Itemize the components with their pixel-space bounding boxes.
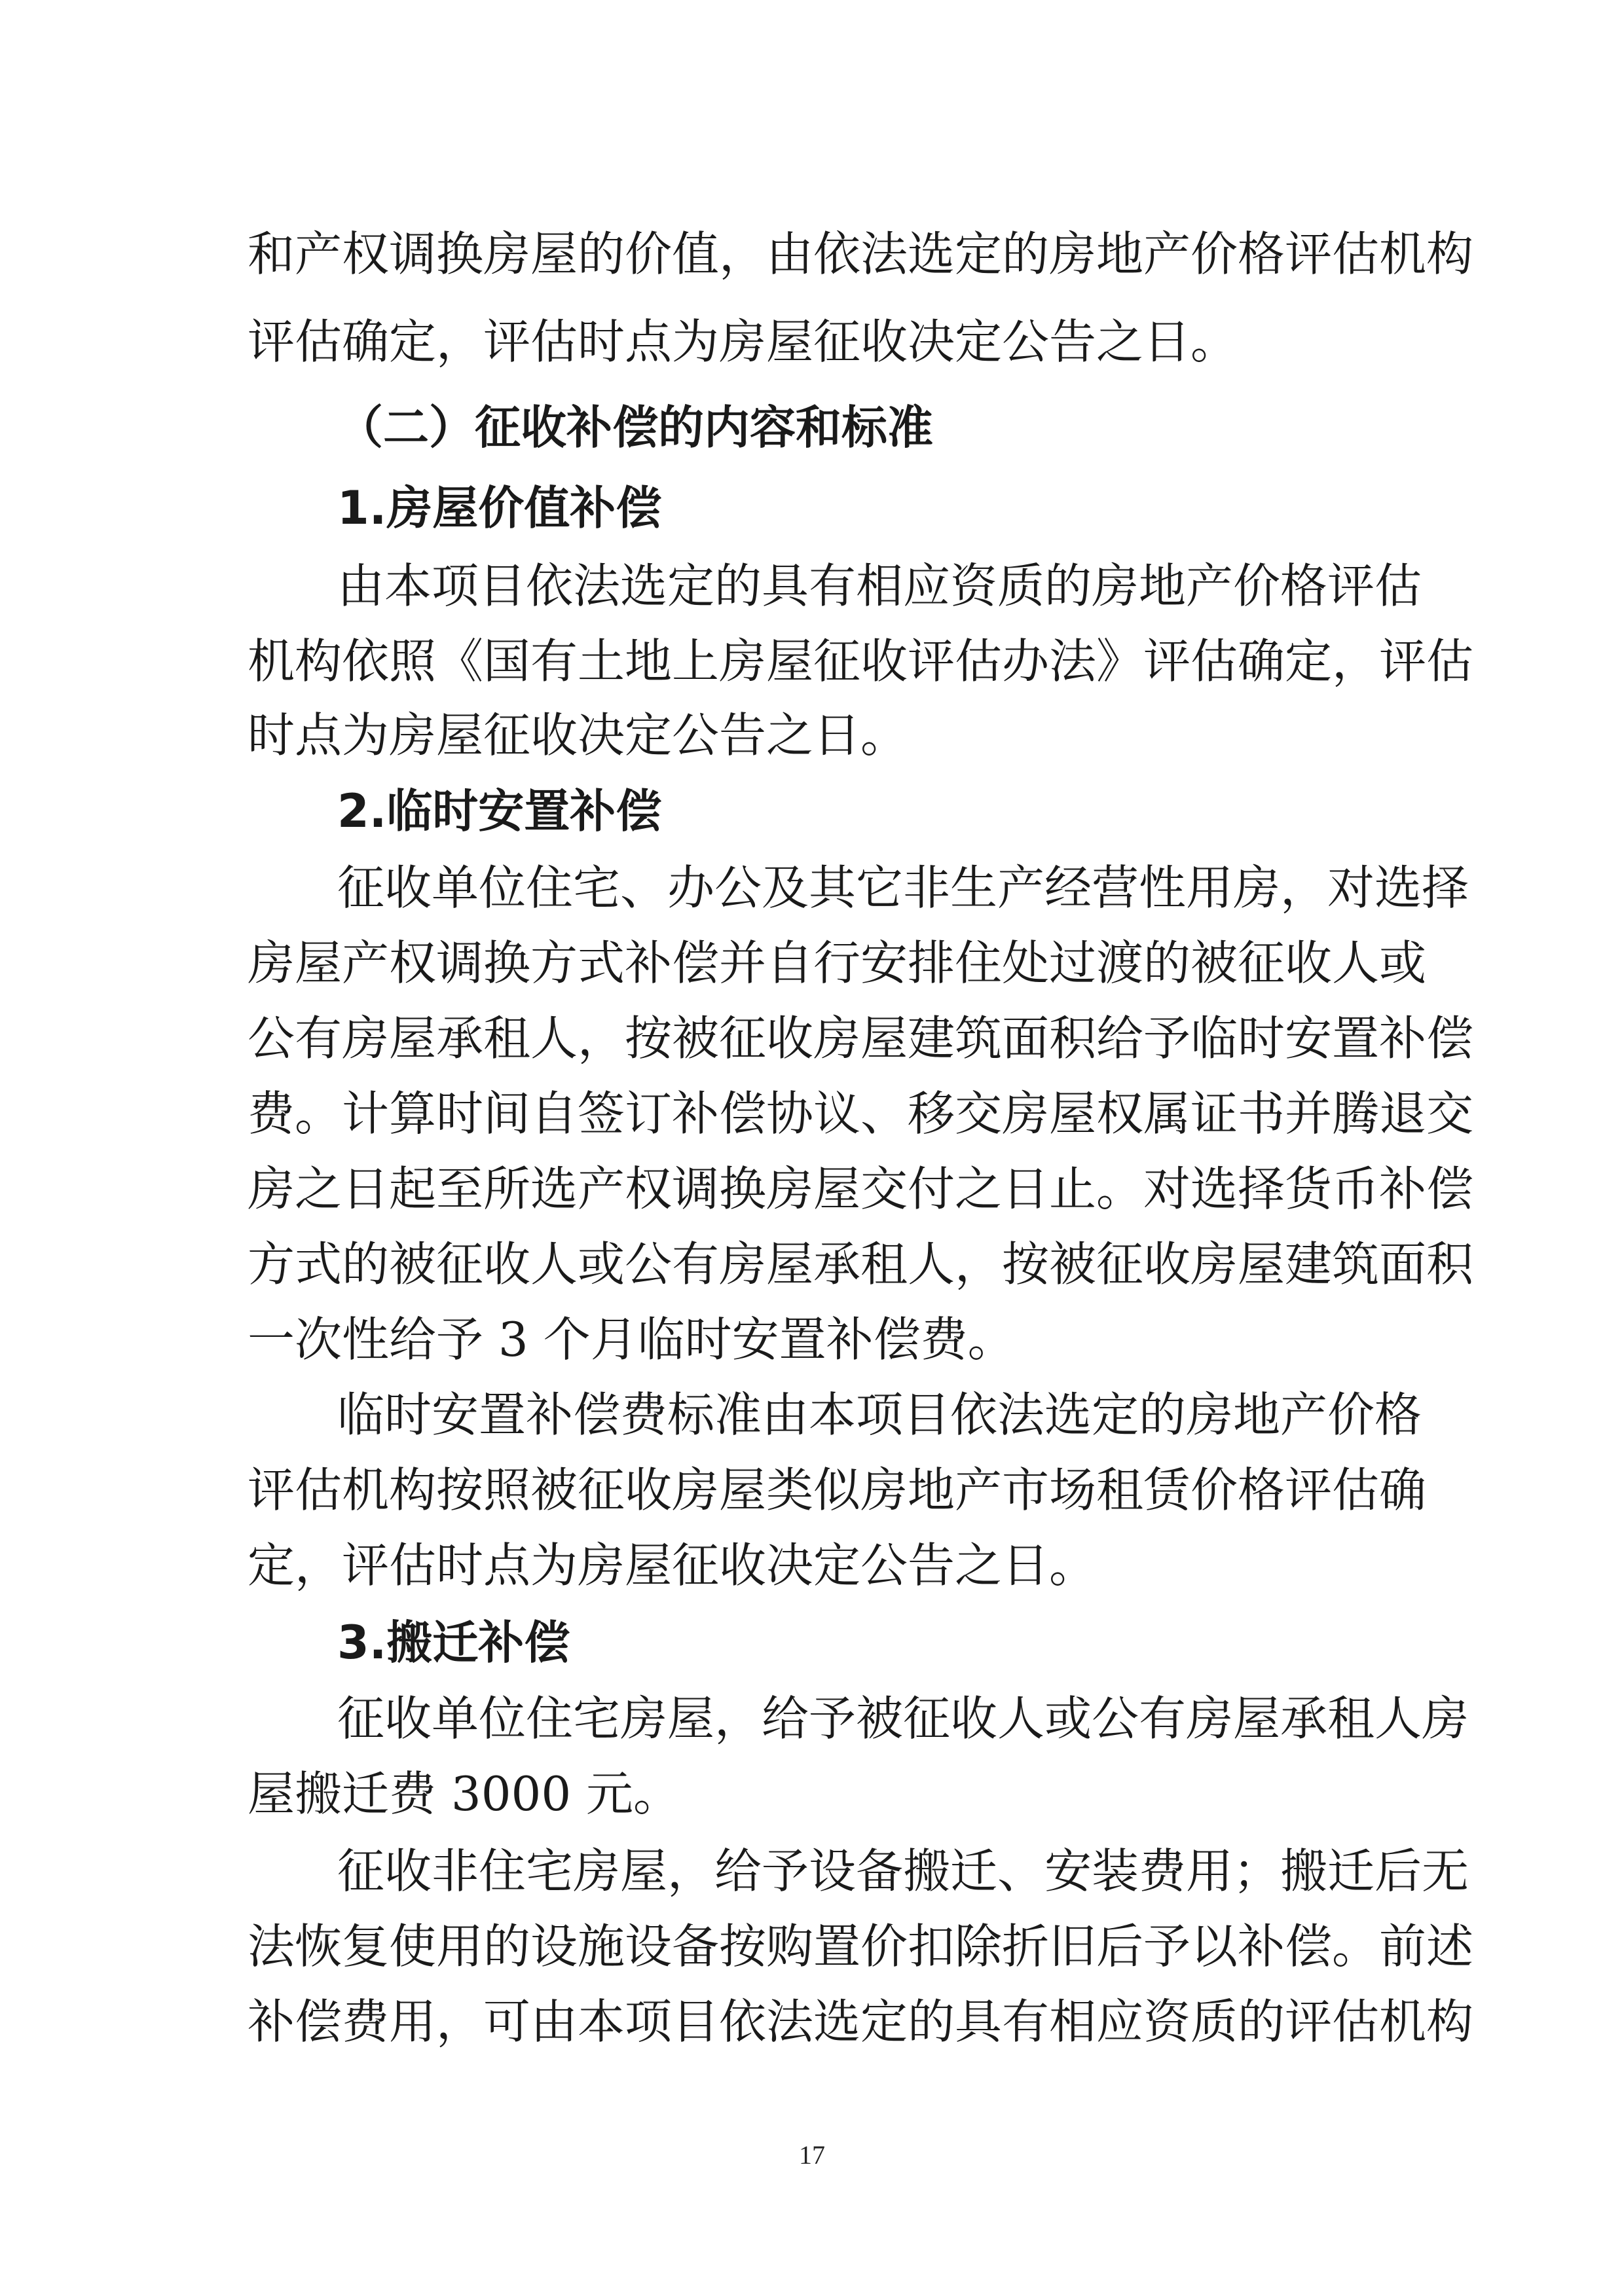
paragraph-line: 房之日起至所选产权调换房屋交付之日止。对选择货币补偿 bbox=[248, 1161, 1474, 1216]
paragraph-line: 由本项目依法选定的具有相应资质的房地产价格评估 bbox=[337, 558, 1422, 613]
paragraph-line: 评估确定，评估时点为房屋征收决定公告之日。 bbox=[248, 314, 1238, 369]
paragraph-line: 屋搬迁费 3000 元。 bbox=[248, 1766, 681, 1821]
paragraph-line: 法恢复使用的设施设备按购置价扣除折旧后予以补偿。前述 bbox=[248, 1919, 1474, 1974]
paragraph-line: 时点为房屋征收决定公告之日。 bbox=[248, 708, 908, 763]
subsection-heading: 1.房屋价值补偿 bbox=[337, 481, 662, 535]
paragraph-line: 费。计算时间自签订补偿协议、移交房屋权属证书并腾退交 bbox=[248, 1086, 1474, 1141]
paragraph-line: 机构依照《国有土地上房屋征收评估办法》评估确定，评估 bbox=[248, 634, 1474, 689]
paragraph-line: 征收单位住宅房屋，给予被征收人或公有房屋承租人房 bbox=[337, 1691, 1469, 1746]
paragraph-line: 方式的被征收人或公有房屋承租人，按被征收房屋建筑面积 bbox=[248, 1237, 1474, 1292]
paragraph-line: 和产权调换房屋的价值，由依法选定的房地产价格评估机构 bbox=[248, 227, 1474, 282]
paragraph-line: 房屋产权调换方式补偿并自行安排住处过渡的被征收人或 bbox=[248, 936, 1427, 991]
paragraph-line: 补偿费用，可由本项目依法选定的具有相应资质的评估机构 bbox=[248, 1994, 1474, 2049]
paragraph-line: 临时安置补偿费标准由本项目依法选定的房地产价格 bbox=[337, 1387, 1422, 1442]
paragraph-line: 评估机构按照被征收房屋类似房地产市场租赁价格评估确 bbox=[248, 1463, 1427, 1518]
subsection-heading: 3.搬迁补偿 bbox=[337, 1616, 570, 1669]
paragraph-line: 公有房屋承租人，按被征收房屋建筑面积给予临时安置补偿 bbox=[248, 1011, 1474, 1066]
subsection-heading: 2.临时安置补偿 bbox=[337, 784, 662, 838]
paragraph-line: 定，评估时点为房屋征收决定公告之日。 bbox=[248, 1538, 1097, 1593]
page-number: 17 bbox=[799, 2140, 825, 2170]
paragraph-line: 征收单位住宅、办公及其它非生产经营性用房，对选择 bbox=[337, 860, 1469, 915]
paragraph-line: 一次性给予 3 个月临时安置补偿费。 bbox=[248, 1312, 1015, 1367]
section-heading: （二）征收补偿的内容和标准 bbox=[337, 401, 933, 454]
paragraph-line: 征收非住宅房屋，给予设备搬迁、安装费用；搬迁后无 bbox=[337, 1844, 1469, 1899]
